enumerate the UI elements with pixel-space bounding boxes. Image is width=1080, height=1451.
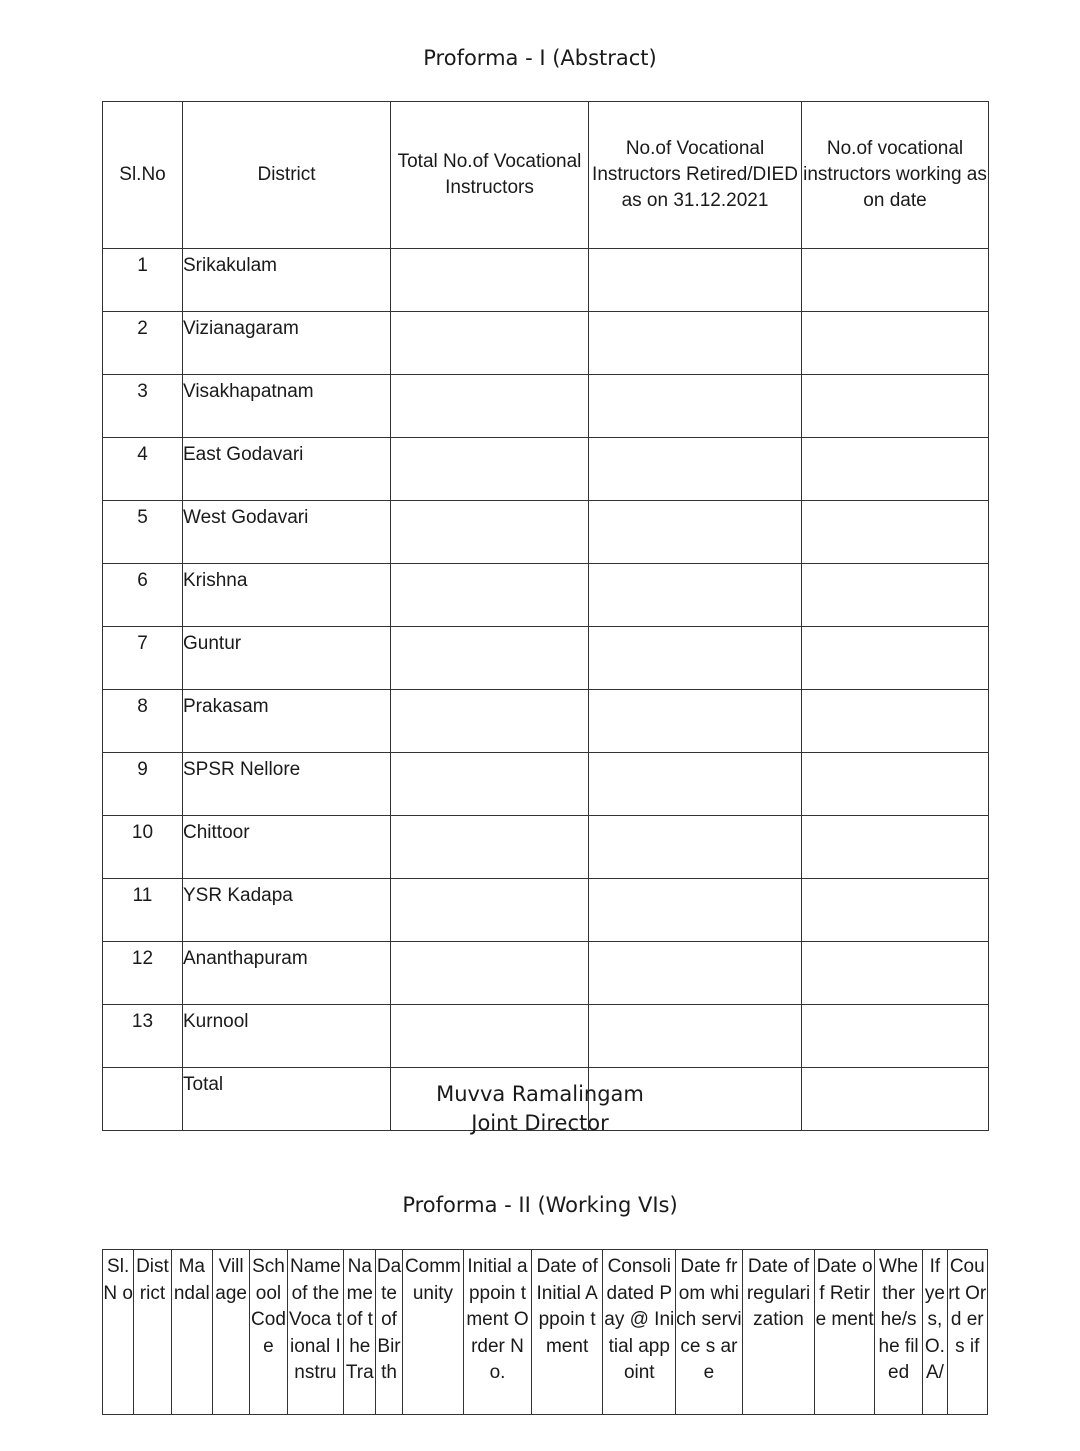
slno-cell: 13: [103, 1005, 183, 1068]
working-cell: [802, 627, 989, 690]
header-village: Vill age: [212, 1250, 249, 1415]
total-cell: [391, 690, 589, 753]
header-district: District: [183, 102, 391, 249]
slno-cell: 7: [103, 627, 183, 690]
header-mandal: Ma ndal: [171, 1250, 212, 1415]
total-cell: [391, 1005, 589, 1068]
district-cell: Guntur: [183, 627, 391, 690]
working-cell: [802, 375, 989, 438]
district-cell: Ananthapuram: [183, 942, 391, 1005]
proforma2-title: Proforma - II (Working VIs): [402, 1193, 678, 1217]
working-cell: [802, 942, 989, 1005]
total-cell: [391, 438, 589, 501]
retired-cell: [589, 249, 802, 312]
district-cell: Kurnool: [183, 1005, 391, 1068]
slno-cell: 1: [103, 249, 183, 312]
retired-cell: [589, 627, 802, 690]
header-court-orders: Cou rt Ord ers if: [947, 1250, 987, 1415]
total-label-cell: Total: [183, 1068, 391, 1131]
working-cell: [802, 438, 989, 501]
retired-cell: [589, 501, 802, 564]
header-consolidated-pay: Consoli dated Pay @ Initial appoint: [603, 1250, 676, 1415]
retired-cell: [589, 879, 802, 942]
slno-cell: 2: [103, 312, 183, 375]
signatory-designation: Joint Director: [471, 1111, 609, 1135]
table-row: [103, 312, 989, 375]
header-service-date: Date from which service s are: [676, 1250, 743, 1415]
district-cell: West Godavari: [183, 501, 391, 564]
district-cell: Vizianagaram: [183, 312, 391, 375]
table-row: [103, 816, 989, 879]
retired-cell: [589, 753, 802, 816]
table-row: [103, 942, 989, 1005]
header-instructor-name: Name of the Voca tional Instru: [287, 1250, 344, 1415]
slno-cell: 11: [103, 879, 183, 942]
retired-cell: [589, 564, 802, 627]
slno-cell: 8: [103, 690, 183, 753]
table-row: [103, 501, 989, 564]
district-cell: East Godavari: [183, 438, 391, 501]
working-cell: [802, 1005, 989, 1068]
working-cell: [802, 249, 989, 312]
header-trade-name: Na me of the Tra: [344, 1250, 376, 1415]
total-cell: [391, 816, 589, 879]
retired-cell: [589, 312, 802, 375]
header-district: Dist rict: [134, 1250, 171, 1415]
table-row: [103, 753, 989, 816]
proforma2-table: [102, 1249, 988, 1415]
slno-cell: 5: [103, 501, 183, 564]
header-slno: Sl. N o: [103, 1250, 134, 1415]
retired-cell: [589, 690, 802, 753]
header-school-code: Sch ool Cod e: [250, 1250, 287, 1415]
header-appointment-date: Date of Initial Appoin tment: [531, 1250, 603, 1415]
district-cell: YSR Kadapa: [183, 879, 391, 942]
header-filed: Whe ther he/s he filed: [874, 1250, 922, 1415]
total-cell: [391, 501, 589, 564]
table-row: [103, 690, 989, 753]
header-row: [103, 1250, 988, 1415]
total-cell: [391, 312, 589, 375]
header-retirement-date: Date of Retire ment: [815, 1250, 875, 1415]
retired-cell: [589, 942, 802, 1005]
retired-cell: [589, 816, 802, 879]
total-cell: [391, 375, 589, 438]
header-date-of-birth: Da te of Bir th: [376, 1250, 402, 1415]
working-cell: [802, 312, 989, 375]
header-retired-instructors: No.of Vocational Instructors Retired/DIED as on 31.12.2021: [589, 102, 802, 249]
header-appointment-order: Initial appoin tment Order No.: [464, 1250, 532, 1415]
slno-cell: 6: [103, 564, 183, 627]
header-row: [103, 102, 989, 249]
total-cell: [391, 753, 589, 816]
table-row: [103, 249, 989, 312]
working-cell: [802, 501, 989, 564]
total-cell: [391, 879, 589, 942]
table-row: [103, 1005, 989, 1068]
working-cell: [802, 564, 989, 627]
slno-cell: 12: [103, 942, 183, 1005]
total-cell: [391, 249, 589, 312]
header-regularization-date: Date of regulari zation: [742, 1250, 815, 1415]
slno-cell: 9: [103, 753, 183, 816]
header-working-instructors: No.of vocational instructors working as on date: [802, 102, 989, 249]
working-cell: [802, 816, 989, 879]
header-oa: If ye s, O. A/: [923, 1250, 947, 1415]
working-cell: [802, 879, 989, 942]
total-cell: [391, 627, 589, 690]
table-row: [103, 879, 989, 942]
header-community: Comm unity: [402, 1250, 464, 1415]
district-cell: Srikakulam: [183, 249, 391, 312]
total-cell: [391, 942, 589, 1005]
district-cell: Krishna: [183, 564, 391, 627]
district-cell: Prakasam: [183, 690, 391, 753]
slno-cell: 3: [103, 375, 183, 438]
total-cell: [391, 564, 589, 627]
header-slno: Sl.No: [103, 102, 183, 249]
table-row: [103, 564, 989, 627]
table-row: [103, 375, 989, 438]
district-cell: Visakhapatnam: [183, 375, 391, 438]
table-row: [103, 627, 989, 690]
working-cell: [802, 690, 989, 753]
working-cell: [802, 753, 989, 816]
proforma1-table: [102, 101, 989, 1131]
district-cell: SPSR Nellore: [183, 753, 391, 816]
slno-cell: 4: [103, 438, 183, 501]
header-total-instructors: Total No.of Vocational Instructors: [391, 102, 589, 249]
district-cell: Chittoor: [183, 816, 391, 879]
table-row: [103, 438, 989, 501]
signatory-name: Muvva Ramalingam: [436, 1082, 644, 1106]
retired-cell: [589, 375, 802, 438]
retired-cell: [589, 1005, 802, 1068]
proforma1-title: Proforma - I (Abstract): [423, 46, 657, 70]
slno-cell: 10: [103, 816, 183, 879]
retired-cell: [589, 438, 802, 501]
